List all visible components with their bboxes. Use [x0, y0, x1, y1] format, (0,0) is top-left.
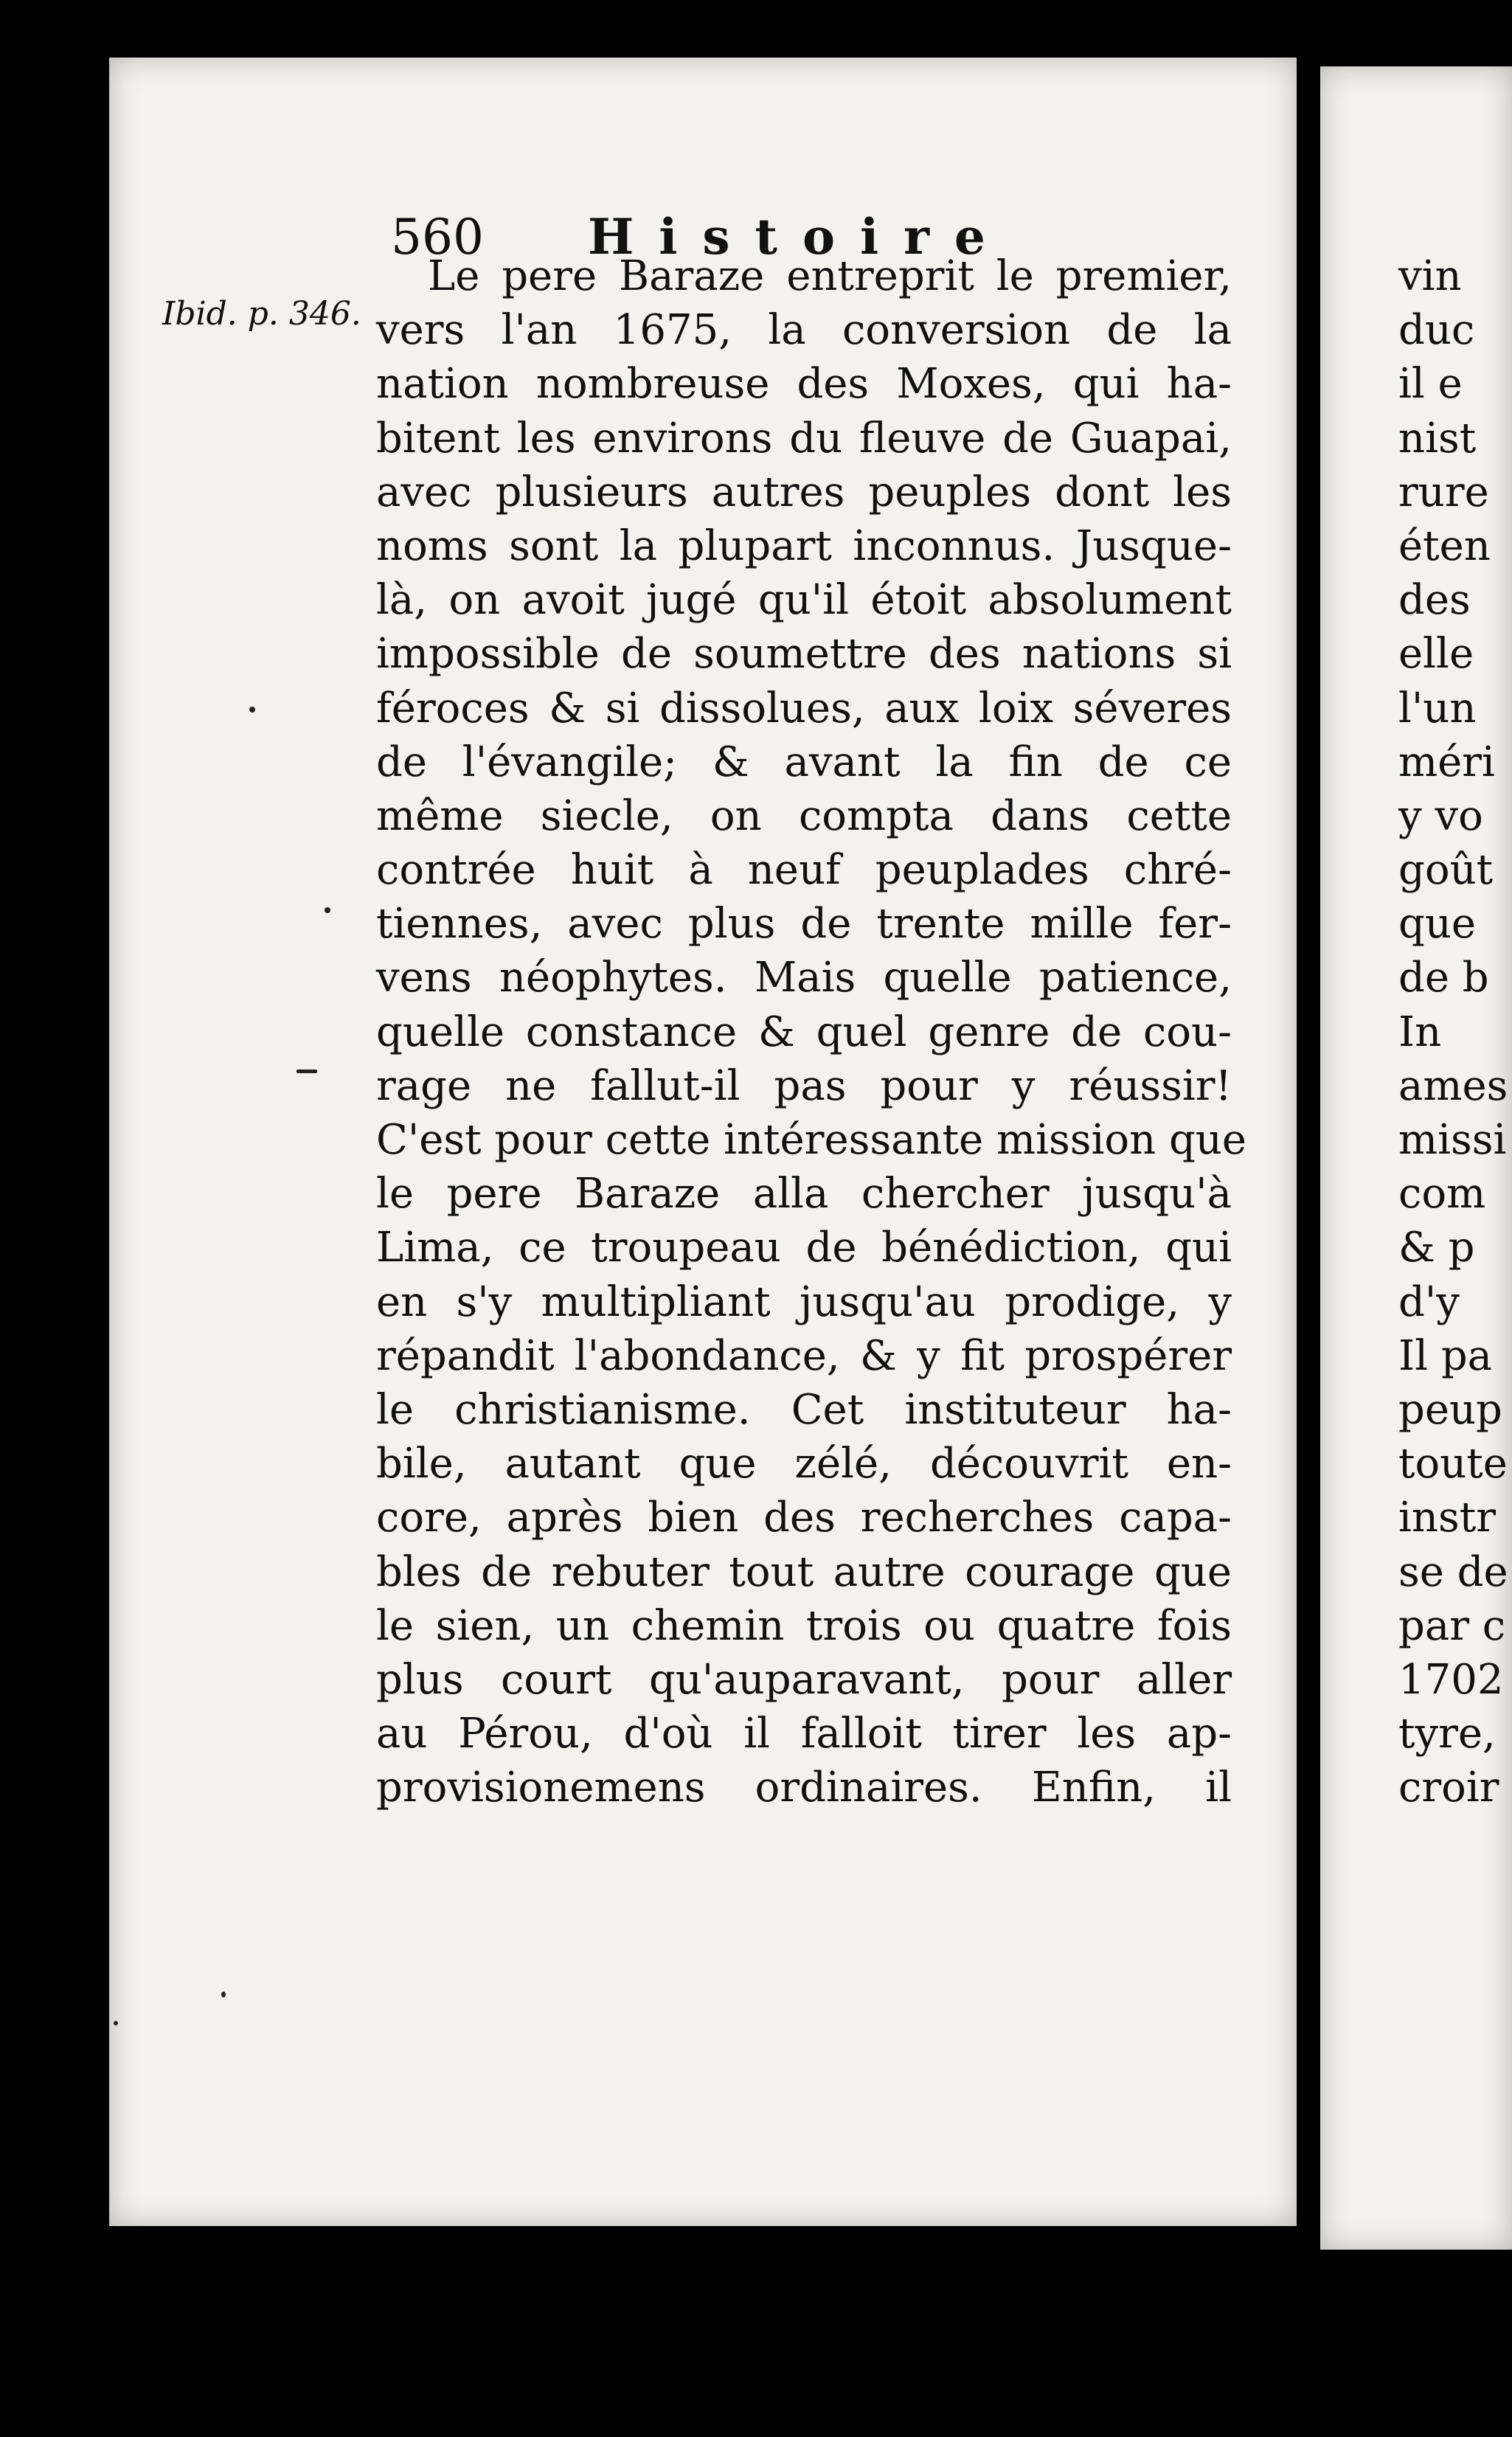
text-fragment: duc — [1398, 306, 1475, 355]
text-fragment: goût — [1398, 846, 1494, 895]
text-line: provisionemens ordinaires. Enfin, il — [376, 1764, 1232, 1812]
text-fragment: il e — [1398, 360, 1463, 409]
text-line: tiennes, avec plus de trente mille fer- — [376, 900, 1232, 949]
text-line: vens néophytes. Mais quelle patience, — [376, 954, 1232, 1002]
text-line: le sien, un chemin trois ou quatre fois — [376, 1601, 1232, 1650]
text-line: bile, autant que zélé, découvrit en- — [376, 1440, 1232, 1488]
text-fragment: croir — [1398, 1764, 1499, 1812]
text-fragment: d'y — [1398, 1278, 1460, 1326]
text-fragment: Il pa — [1398, 1331, 1493, 1380]
body-text — [376, 249, 1247, 1814]
text-fragment: l'un — [1398, 684, 1477, 732]
text-fragment: 1702 — [1398, 1655, 1504, 1704]
margin-speck — [221, 1991, 226, 1997]
text-line: nation nombreuse des Moxes, qui ha- — [376, 360, 1232, 409]
text-line: au Pérou, d'où il falloit tirer les ap- — [376, 1710, 1232, 1758]
text-line: de l'évangile; & avant la fin de ce — [376, 738, 1232, 786]
text-fragment: In — [1398, 1008, 1442, 1056]
margin-speck — [296, 1070, 317, 1073]
text-line: avec plusieurs autres peuples dont les — [376, 468, 1232, 516]
text-line: Lima, ce troupeau de bénédiction, qui — [376, 1224, 1232, 1272]
text-line: bitent les environs du fleuve de Guapai, — [376, 414, 1232, 462]
text-line: rage ne fallut-il pas pour y réussir! — [376, 1061, 1232, 1110]
text-fragment: méri — [1398, 738, 1495, 786]
text-fragment: missi — [1398, 1116, 1507, 1164]
text-line: impossible de soumettre des nations si — [376, 630, 1232, 679]
text-line: Le pere Baraze entreprit le premier, — [428, 252, 1232, 300]
text-line: en s'y multipliant jusqu'au prodige, y — [376, 1278, 1232, 1326]
text-fragment: se de — [1398, 1547, 1508, 1596]
margin-speck — [249, 707, 255, 713]
right-page-text — [1398, 249, 1508, 1814]
text-fragment: rure — [1398, 468, 1489, 516]
text-line: contrée huit à neuf peuplades chré- — [376, 846, 1232, 895]
margin-note: Ibid. p. 346. — [162, 295, 361, 333]
text-line: quelle constance & quel genre de cou- — [376, 1008, 1232, 1056]
text-fragment: elle — [1398, 630, 1474, 679]
text-line: noms sont la plupart inconnus. Jusque- — [376, 521, 1232, 570]
text-line: féroces & si dissolues, aux loix séveres — [376, 684, 1232, 732]
text-fragment: toute — [1398, 1440, 1508, 1488]
page-number: 560 — [391, 209, 484, 266]
text-line: plus court qu'auparavant, pour aller — [376, 1655, 1232, 1704]
margin-speck — [114, 2021, 118, 2025]
text-fragment: y vo — [1398, 791, 1483, 840]
margin-speck — [325, 907, 330, 913]
text-line: bles de rebuter tout autre courage que — [376, 1547, 1232, 1596]
text-line: le pere Baraze alla chercher jusqu'à — [376, 1170, 1232, 1218]
text-fragment: que — [1398, 900, 1477, 949]
text-fragment: par c — [1398, 1601, 1506, 1650]
text-fragment: & p — [1398, 1224, 1475, 1272]
text-fragment: tyre, — [1398, 1710, 1496, 1758]
text-line: là, on avoit jugé qu'il étoit absolument — [376, 576, 1232, 625]
text-fragment: nist — [1398, 414, 1477, 462]
text-line: même siecle, on compta dans cette — [376, 791, 1232, 840]
text-line: core, après bien des recherches capa- — [376, 1494, 1232, 1542]
text-fragment: peup — [1398, 1385, 1502, 1434]
text-fragment: instr — [1398, 1494, 1496, 1542]
text-line: C'est pour cette intéressante mission que — [376, 1116, 1247, 1164]
text-fragment: des — [1398, 576, 1471, 625]
text-line: vers l'an 1675, la conversion de la — [376, 306, 1232, 355]
text-fragment: ames — [1398, 1061, 1508, 1110]
text-fragment: vin — [1398, 252, 1462, 300]
text-fragment: com — [1398, 1170, 1486, 1218]
text-fragment: de b — [1398, 954, 1489, 1002]
text-line: le christianisme. Cet instituteur ha- — [376, 1385, 1232, 1434]
text-fragment: éten — [1398, 521, 1491, 570]
running-title: Histoire — [587, 208, 1010, 266]
text-line: répandit l'abondance, & y fit prospérer — [376, 1331, 1232, 1380]
